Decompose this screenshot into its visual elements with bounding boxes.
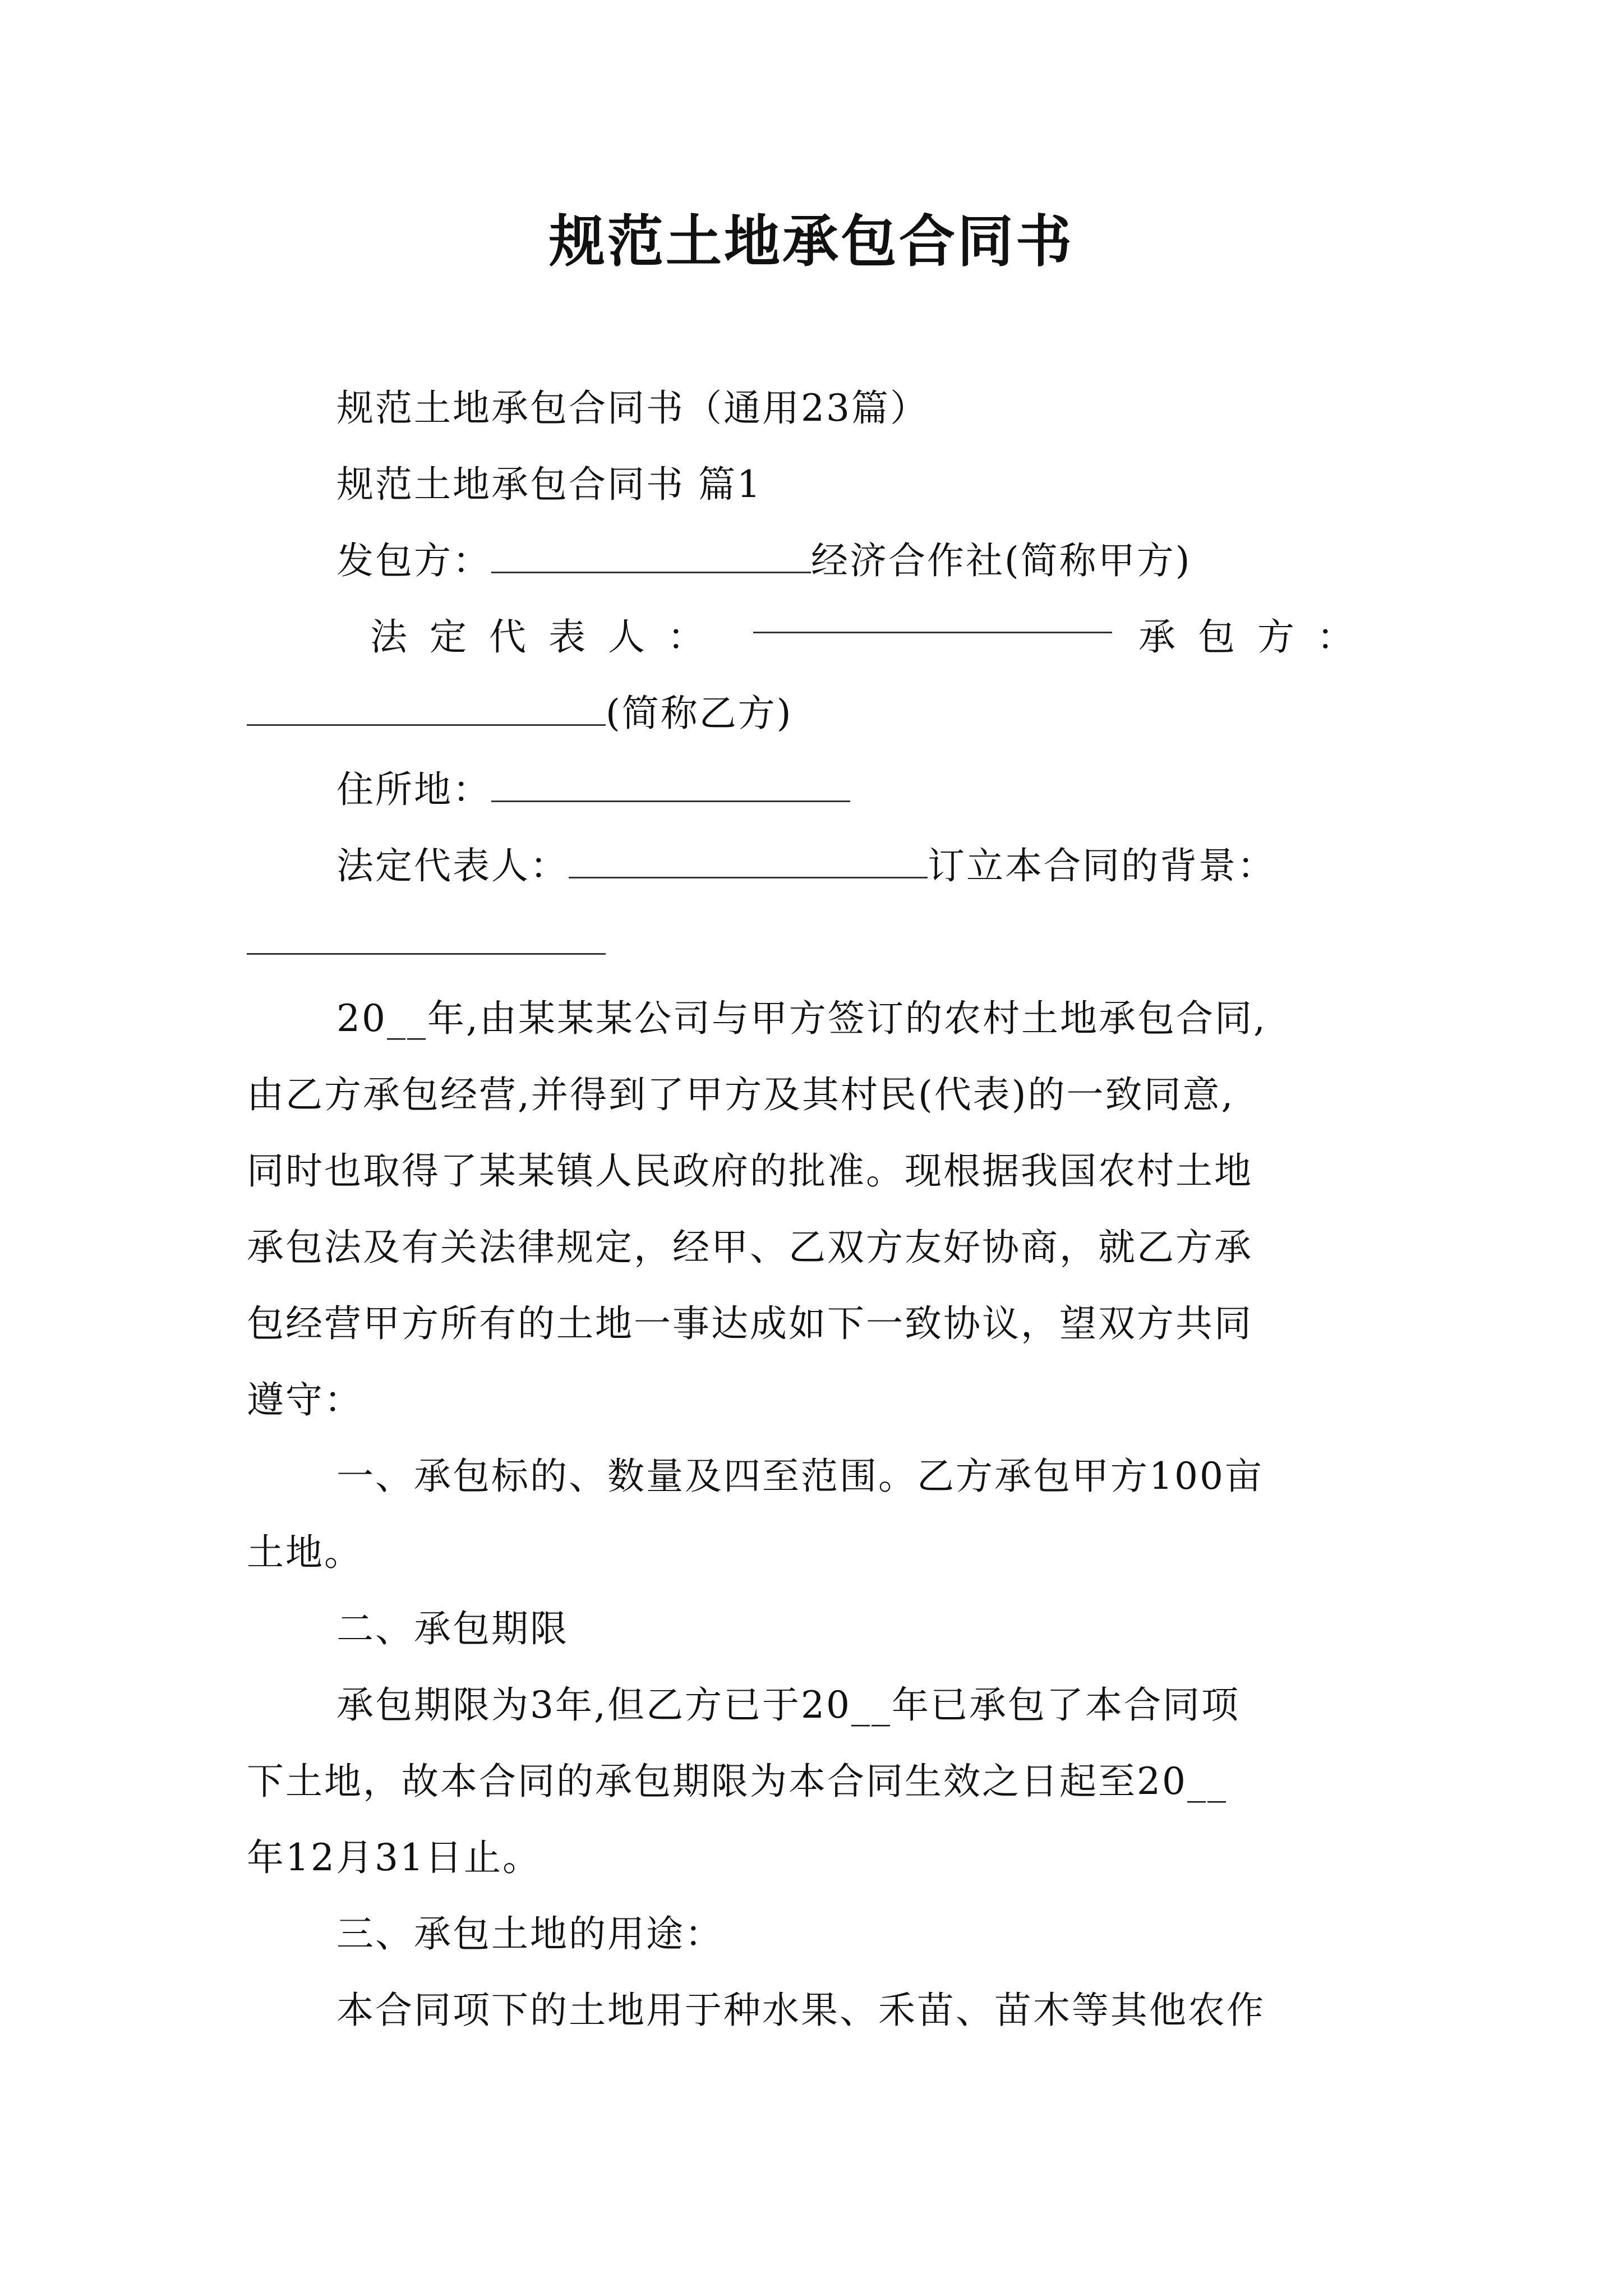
- clause-2-line: 年12月31日止。: [247, 1836, 541, 1879]
- party-b-suffix: (简称乙方): [606, 692, 793, 735]
- legal-rep-line-1: [247, 599, 1376, 675]
- party-b-line: [247, 675, 1376, 752]
- address-line: [247, 752, 1376, 828]
- paragraph-line: 承包法及有关法律规定，经甲、乙双方友好协商，就乙方承: [247, 1226, 1253, 1269]
- clause-2-line: 下土地，故本合同的承包期限为本合同生效之日起至20__: [247, 1760, 1228, 1803]
- subtitle: 规范土地承包合同书（通用23篇）: [336, 386, 929, 430]
- party-b-label: 承包方：: [1138, 615, 1376, 659]
- clause-1-line: 一、承包标的、数量及四至范围。乙方承包甲方100亩: [336, 1455, 1264, 1498]
- party-a-line: [247, 523, 1376, 599]
- address-blank: [491, 768, 850, 802]
- paragraph-line: 同时也取得了某某镇人民政府的批准。现根据我国农村土地: [247, 1149, 1253, 1193]
- clause-1-line: 土地。: [247, 1531, 363, 1574]
- legal-rep-1-blank: [753, 599, 1112, 633]
- section-heading: 规范土地承包合同书 篇1: [336, 463, 762, 506]
- legal-rep-2-blank: [569, 844, 928, 878]
- legal-rep-1-label: 法定代表人：: [370, 615, 727, 659]
- address-label: 住所地：: [336, 768, 491, 811]
- party-a-blank: [491, 539, 811, 573]
- background-blank: [247, 921, 606, 955]
- paragraph-line: 20__年,由某某某公司与甲方签订的农村土地承包合同,: [336, 997, 1267, 1040]
- party-b-blank: [247, 692, 606, 726]
- clause-3-line: 本合同项下的土地用于种水果、禾苗、苗木等其他农作: [336, 1989, 1265, 2032]
- background-blank-line: [247, 904, 1376, 981]
- document-title: 规范土地承包合同书: [549, 208, 1074, 274]
- clause-2-line: 承包期限为3年,但乙方已于20__年已承包了本合同项: [336, 1683, 1240, 1727]
- party-a-label: 发包方：: [336, 539, 491, 582]
- clause-3-heading: 三、承包土地的用途：: [336, 1912, 723, 1955]
- paragraph-line: 遵守：: [247, 1378, 363, 1421]
- document-body: [247, 370, 1376, 2049]
- paragraph-line: 包经营甲方所有的土地一事达成如下一致协议，望双方共同: [247, 1302, 1253, 1345]
- legal-rep-line-2: [247, 828, 1376, 904]
- paragraph-line: 由乙方承包经营,并得到了甲方及其村民(代表)的一致同意,: [247, 1073, 1235, 1116]
- legal-rep-2-label: 法定代表人：: [336, 844, 569, 887]
- party-a-suffix: 经济合作社(简称甲方): [811, 539, 1192, 582]
- clause-2-heading: 二、承包期限: [336, 1607, 569, 1650]
- background-label: 订立本合同的背景：: [928, 844, 1276, 887]
